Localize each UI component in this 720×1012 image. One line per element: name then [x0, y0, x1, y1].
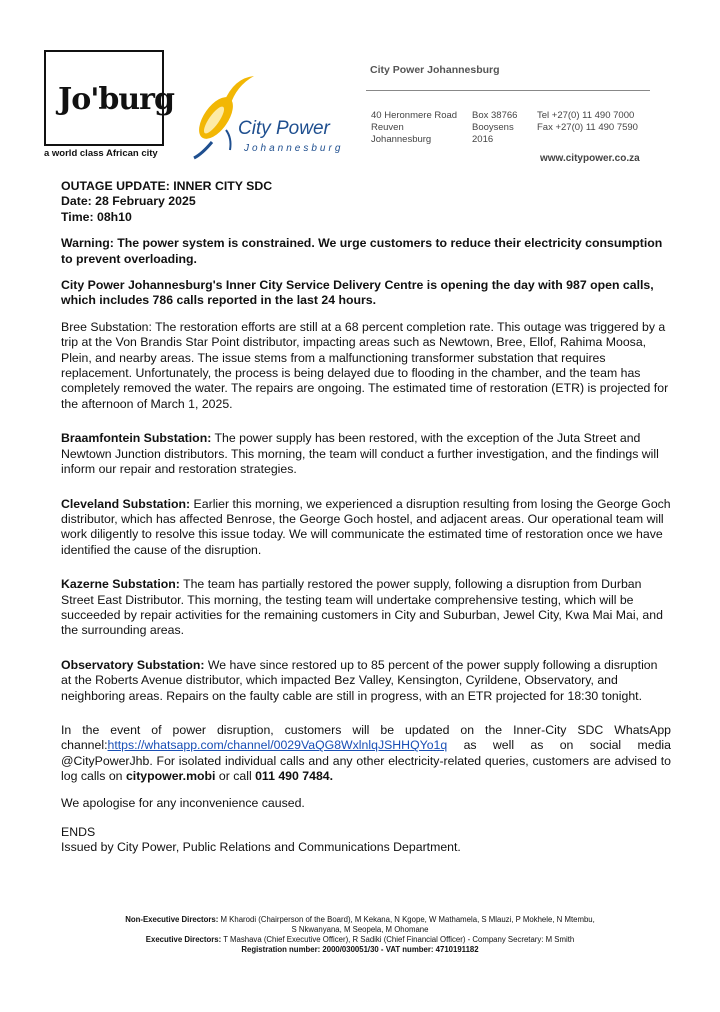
registration-line: Registration number: 2000/030051/30 - VAT number: 4710191182 [241, 945, 479, 954]
braamfontein-paragraph [61, 431, 671, 477]
contact-block [537, 110, 638, 134]
exec-line [60, 935, 660, 945]
postal-block [472, 110, 517, 146]
document-title: OUTAGE UPDATE: INNER CITY SDC [61, 179, 273, 193]
joburg-logo-text: Jo'burg [58, 82, 174, 117]
postal-line: 2016 [472, 134, 494, 145]
cleveland-paragraph [61, 497, 671, 559]
citypower-mobi-link[interactable]: citypower.mobi [125, 769, 216, 784]
issued-by: Issued by City Power, Public Relations and Communications Department. [61, 840, 461, 855]
outage-header [61, 179, 671, 225]
nonexec-line [60, 915, 660, 925]
call-centre-number: 011 490 7484. [255, 769, 334, 784]
exec-label: Executive Directors: [145, 935, 222, 944]
company-name: City Power Johannesburg [370, 64, 500, 76]
directors-footer [60, 915, 660, 955]
contact-paragraph [61, 723, 671, 785]
postal-line: Box 38766 [472, 110, 518, 121]
website-link[interactable]: www.citypower.co.za [540, 153, 640, 164]
contact-text: In the event of power disruption, customers will be updated on the Inner-City SDC WhatsApp channel: [61, 722, 671, 753]
ends-marker: ENDS [61, 825, 96, 839]
section-heading: Cleveland Substation: [61, 496, 191, 511]
document-date: Date: 28 February 2025 [61, 194, 196, 209]
kazerne-paragraph [61, 577, 671, 639]
observatory-paragraph [61, 658, 671, 704]
letterhead-divider [366, 90, 650, 91]
contact-text: or call [215, 769, 256, 784]
address-line: 40 Heronmere Road [371, 110, 458, 121]
postal-line: Booysens [472, 122, 514, 133]
city-power-logo-name: City Power [238, 118, 330, 139]
bree-paragraph: Bree Substation: The restoration efforts are still at a 68 percent completion rate. This outage was triggered by a trip at the Von Brandis Star Point distributor, impacting areas such as Newtown, Bree, Ellof, Rahima Moosa, Plein, and nearby areas. The issue stems from a malfunctioning transformer substation that requires replacement. Unfortunately, the process is being delayed due to flooding in the chamber, and the team has completely removed the water. The repairs are ongoing. The estimated time of restoration (ETR) is projected for the afternoon of March 1, 2025. [61, 319, 669, 411]
joburg-tagline: a world class African city [44, 148, 158, 159]
section-heading: Braamfontein Substation: [61, 431, 212, 446]
document-time: Time: 08h10 [61, 209, 132, 224]
address-block [371, 110, 457, 146]
whatsapp-channel-link[interactable]: https://whatsapp.com/channel/0029VaQG8WxlnlqJSHHQYo1q [107, 738, 448, 753]
document-body [61, 179, 671, 856]
section-text: Earlier this morning, we experienced a disruption resulting from losing the George Goch distributor, which has affected Benrose, the George Goch hostel, and adjacent areas. Our operational team will work diligently to resolve this issue today. We will communicate the estimated time of restoration once we have identified the cause of the disruption. [61, 496, 671, 557]
city-power-logo-sub: Johannesburg [244, 143, 344, 154]
intro-paragraph: City Power Johannesburg's Inner City Service Delivery Centre is opening the day with 987 open calls, which includes 786 calls reported in the last 24 hours. [61, 278, 654, 308]
section-heading: Kazerne Substation: [61, 577, 180, 592]
exec-names: T Mashava (Chief Executive Officer), R Sadiki (Chief Financial Officer) - Company Secretary: M Smith [221, 935, 575, 944]
section-text: The power supply has been restored, with the exception of the Juta Street and Newtown Junction distributors. This morning, the team will conduct a further investigation, and the findings will inform our repair and restoration strategies. [61, 431, 659, 477]
apology-paragraph: We apologise for any inconvenience caused. [61, 795, 305, 810]
section-text: We have since restored up to 85 percent of the power supply following a disruption at the Roberts Avenue distributor, which impacted Bez Valley, Kensington, Cyrildene, Observatory, and neighboring areas. Repairs on the faulty cable are still in progress, with an ETR projected for 18:30 tonight. [61, 657, 658, 703]
address-line: Reuven [371, 122, 404, 133]
nonexec-names: M Kharodi (Chairperson of the Board), M Kekana, N Kgope, W Mathamela, S Mlauzi, P Mokhele, N Mtembu, [218, 915, 595, 924]
nonexec-line-2: S Nkwanyana, M Seopela, M Ohomane [291, 925, 429, 934]
warning-paragraph: Warning: The power system is constrained. We urge customers to reduce their electricity consumption to prevent overloading. [61, 236, 663, 266]
phone-line: Tel +27(0) 11 490 7000 [537, 110, 635, 121]
nonexec-label: Non-Executive Directors: [125, 915, 219, 924]
section-text: The team has partially restored the power supply, following a disruption from Durban Street East Distributor. This morning, the testing team will undertake comprehensive testing, which will be succeeded by repair activities for the remaining customers in City and Suburban, Jewel City, Kwa Mai Mai, and the surrounding areas. [61, 577, 663, 638]
address-line: Johannesburg [371, 134, 432, 145]
fax-line: Fax +27(0) 11 490 7590 [537, 122, 638, 133]
section-heading: Observatory Substation: [61, 657, 205, 672]
contact-text: as well as on social media @CityPowerJhb. For isolated individual calls and any other electricity-related queries, customers are advised to log calls on [61, 738, 671, 784]
